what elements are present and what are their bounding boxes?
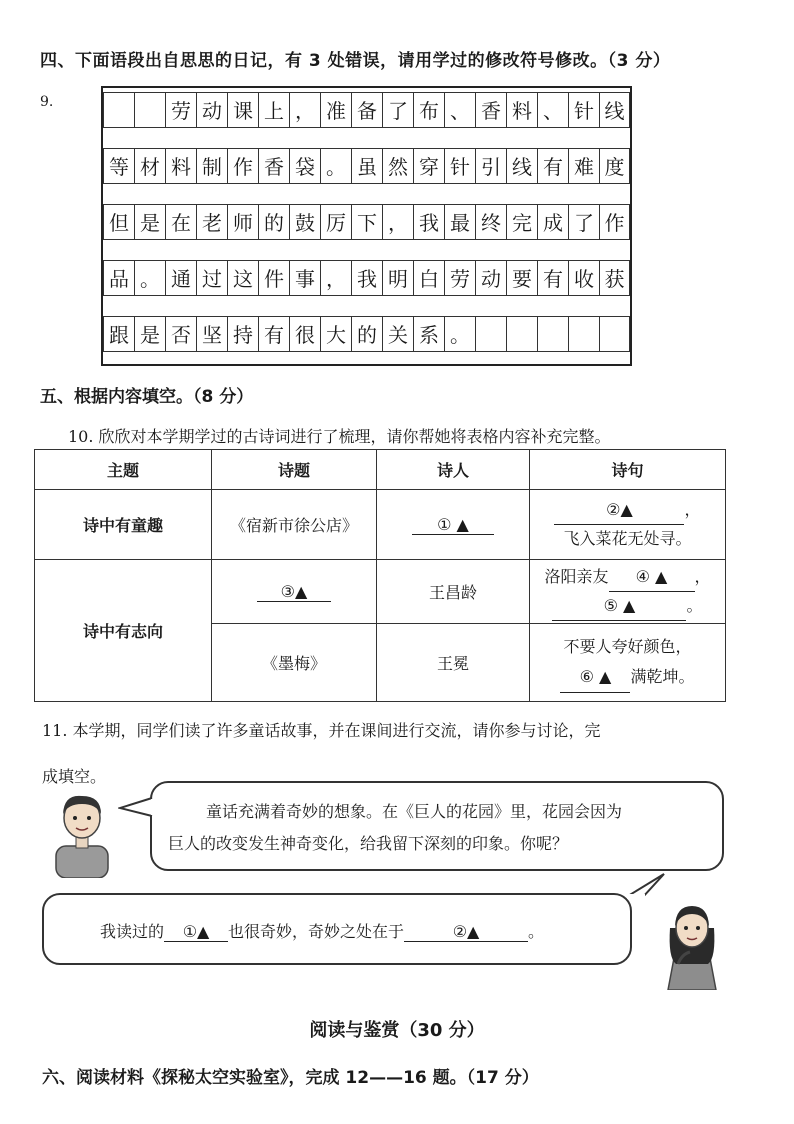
girl-illustration [660, 898, 724, 990]
grid-cell: 完 [506, 204, 537, 240]
poem2-line2-end: 。 [686, 595, 703, 615]
grid-cell: 终 [475, 204, 506, 240]
grid-cell [506, 316, 537, 352]
reading-section-title: 阅读与鉴赏（30 分） [309, 1020, 485, 1041]
grid-cell: 香 [258, 148, 289, 184]
blank-1[interactable]: ① ▲ [412, 515, 494, 535]
grid-cell: 跟 [103, 316, 134, 352]
grid-cell: 材 [134, 148, 165, 184]
grid-cell: 鼓 [289, 204, 320, 240]
theme-childlike: 诗中有童趣 [35, 490, 212, 560]
grid-row [103, 316, 630, 352]
grid-cell: 引 [475, 148, 506, 184]
grid-cell: 。 [444, 316, 475, 352]
grid-cell: 我 [351, 260, 382, 296]
grid-cell [134, 92, 165, 128]
grid-cell: ， [382, 204, 413, 240]
grid-cell [568, 316, 599, 352]
poem2-author: 王昌龄 [377, 560, 530, 624]
grid-cell [537, 316, 568, 352]
grid-cell: 件 [258, 260, 289, 296]
girl-bubble-tail [626, 870, 666, 900]
grid-cell: 有 [537, 148, 568, 184]
grid-cell: 有 [258, 316, 289, 352]
grid-cell: 劳 [165, 92, 196, 128]
grid-cell: 动 [196, 92, 227, 128]
grid-cell [475, 316, 506, 352]
grid-cell: 度 [599, 148, 630, 184]
grid-cell: 料 [165, 148, 196, 184]
grid-cell: 穿 [413, 148, 444, 184]
grid-cell: 布 [413, 92, 444, 128]
boy-eye-right [87, 816, 91, 820]
poem2-line1-prefix: 洛阳亲友 [544, 566, 609, 586]
poem2-line1-end: ， [694, 566, 711, 586]
grid-cell: 线 [506, 148, 537, 184]
grid-cell: 料 [506, 92, 537, 128]
question-10-text: 10. 欣欣对本学期学过的古诗词进行了梳理，请你帮她将表格内容补充完整。 [68, 427, 611, 446]
boy-speech-line1: 童话充满着奇妙的想象。在《巨人的花园》里，花园会因为 [206, 802, 623, 821]
grid-cell [599, 316, 630, 352]
girl-speech-end: 。 [528, 922, 545, 941]
grid-cell: 事 [289, 260, 320, 296]
girl-eye-right [696, 926, 700, 930]
grid-cell: 很 [289, 316, 320, 352]
grid-cell: 是 [134, 204, 165, 240]
question-11-line2: 成填空。 [42, 767, 107, 786]
grid-cell: 。 [134, 260, 165, 296]
girl-eye-left [684, 926, 688, 930]
grid-cell: 了 [382, 92, 413, 128]
header-poet: 诗人 [377, 450, 530, 490]
grid-cell: 劳 [444, 260, 475, 296]
grid-cell: 这 [227, 260, 258, 296]
grid-cell: 厉 [320, 204, 351, 240]
grid-cell: 香 [475, 92, 506, 128]
grid-cell: 我 [413, 204, 444, 240]
blank-3[interactable]: ③▲ [257, 582, 331, 602]
header-theme: 主题 [35, 450, 212, 490]
grid-cell: 。 [320, 148, 351, 184]
header-poem-title: 诗题 [212, 450, 377, 490]
poem2-title-cell [212, 560, 377, 624]
grid-row [103, 92, 630, 128]
poem3-verse-cell [530, 624, 726, 702]
grid-cell: 但 [103, 204, 134, 240]
grid-cell: 袋 [289, 148, 320, 184]
grid-cell: 针 [568, 92, 599, 128]
grid-cell: 、 [444, 92, 475, 128]
girl-speech-bubble [42, 893, 632, 965]
header-verse: 诗句 [530, 450, 726, 490]
boy-illustration [46, 790, 118, 878]
blank-2[interactable]: ②▲ [554, 496, 684, 525]
girl-speech-mid: 也很奇妙，奇妙之处在于 [228, 922, 405, 941]
grid-cell: 的 [351, 316, 382, 352]
grid-cell: 在 [165, 204, 196, 240]
poem1-line2: 飞入菜花无处寻。 [563, 529, 692, 548]
grid-cell: ， [320, 260, 351, 296]
grid-cell: 线 [599, 92, 630, 128]
poem3-line2-end: 满乾坤。 [630, 667, 695, 686]
girl-speech-prefix: 我读过的 [100, 922, 165, 941]
poem1-author-cell [377, 490, 530, 560]
grid-cell: 大 [320, 316, 351, 352]
grid-cell: 等 [103, 148, 134, 184]
grid-cell: 制 [196, 148, 227, 184]
grid-cell: 作 [599, 204, 630, 240]
grid-cell: 准 [320, 92, 351, 128]
grid-cell: 上 [258, 92, 289, 128]
grid-cell [103, 92, 134, 128]
poem1-line1-end: ， [684, 500, 701, 519]
grid-cell: 针 [444, 148, 475, 184]
grid-cell: 有 [537, 260, 568, 296]
section5-title: 五、根据内容填空。（8 分） [40, 387, 254, 407]
grid-cell: 白 [413, 260, 444, 296]
grid-cell: 通 [165, 260, 196, 296]
grid-cell: 持 [227, 316, 258, 352]
section4-title: 四、下面语段出自思思的日记，有 3 处错误，请用学过的修改符号修改。（3 分） [40, 51, 671, 71]
question-9-number: 9. [40, 94, 54, 110]
grid-cell: 然 [382, 148, 413, 184]
grid-cell: 虽 [351, 148, 382, 184]
grid-cell: ， [289, 92, 320, 128]
grid-cell: 难 [568, 148, 599, 184]
boy-bubble-tail [118, 794, 154, 820]
poem3-title: 《墨梅》 [212, 624, 377, 702]
grid-cell: 动 [475, 260, 506, 296]
grid-cell: 要 [506, 260, 537, 296]
grid-cell: 下 [351, 204, 382, 240]
grid-cell: 作 [227, 148, 258, 184]
blank-4[interactable]: ④ ▲ [609, 563, 695, 592]
grid-cell: 最 [444, 204, 475, 240]
question-11-line1: 11. 本学期，同学们读了许多童话故事，并在课间进行交流，请你参与讨论，完 [42, 721, 601, 740]
grid-cell: 成 [537, 204, 568, 240]
grid-cell: 是 [134, 316, 165, 352]
grid-cell: 品 [103, 260, 134, 296]
grid-cell: 收 [568, 260, 599, 296]
poem3-author: 王冕 [377, 624, 530, 702]
grid-cell: 的 [258, 204, 289, 240]
blank-5[interactable]: ⑤ ▲ [552, 592, 686, 621]
grid-cell: 课 [227, 92, 258, 128]
poem1-verse-cell [530, 490, 726, 560]
poem-table [34, 449, 726, 702]
blank-q11-1[interactable]: ①▲ [164, 922, 228, 942]
theme-aspiration: 诗中有志向 [35, 560, 212, 702]
grid-cell: 备 [351, 92, 382, 128]
blank-6[interactable]: ⑥ ▲ [560, 662, 630, 693]
grid-cell: 否 [165, 316, 196, 352]
grid-row [103, 148, 630, 184]
grid-row [103, 204, 630, 240]
grid-cell: 过 [196, 260, 227, 296]
poem3-line1: 不要人夸好颜色， [563, 637, 692, 656]
poem2-verse-cell [530, 560, 726, 624]
writing-grid [101, 86, 632, 366]
section6-title: 六、阅读材料《探秘太空实验室》，完成 12——16 题。（17 分） [42, 1068, 539, 1088]
grid-cell: 关 [382, 316, 413, 352]
blank-q11-2[interactable]: ②▲ [404, 922, 528, 942]
grid-cell: 获 [599, 260, 630, 296]
grid-row [103, 260, 630, 296]
grid-cell: 老 [196, 204, 227, 240]
grid-cell: 坚 [196, 316, 227, 352]
girl-speech [100, 919, 544, 942]
boy-speech-bubble [150, 781, 724, 871]
boy-speech-line2: 巨人的改变发生神奇变化，给我留下深刻的印象。你呢？ [168, 834, 569, 853]
grid-cell: 了 [568, 204, 599, 240]
grid-cell: 师 [227, 204, 258, 240]
grid-cell: 明 [382, 260, 413, 296]
grid-cell: 、 [537, 92, 568, 128]
poem1-title: 《宿新市徐公店》 [212, 490, 377, 560]
boy-eye-left [73, 816, 77, 820]
boy-shirt [56, 846, 108, 878]
grid-cell: 系 [413, 316, 444, 352]
